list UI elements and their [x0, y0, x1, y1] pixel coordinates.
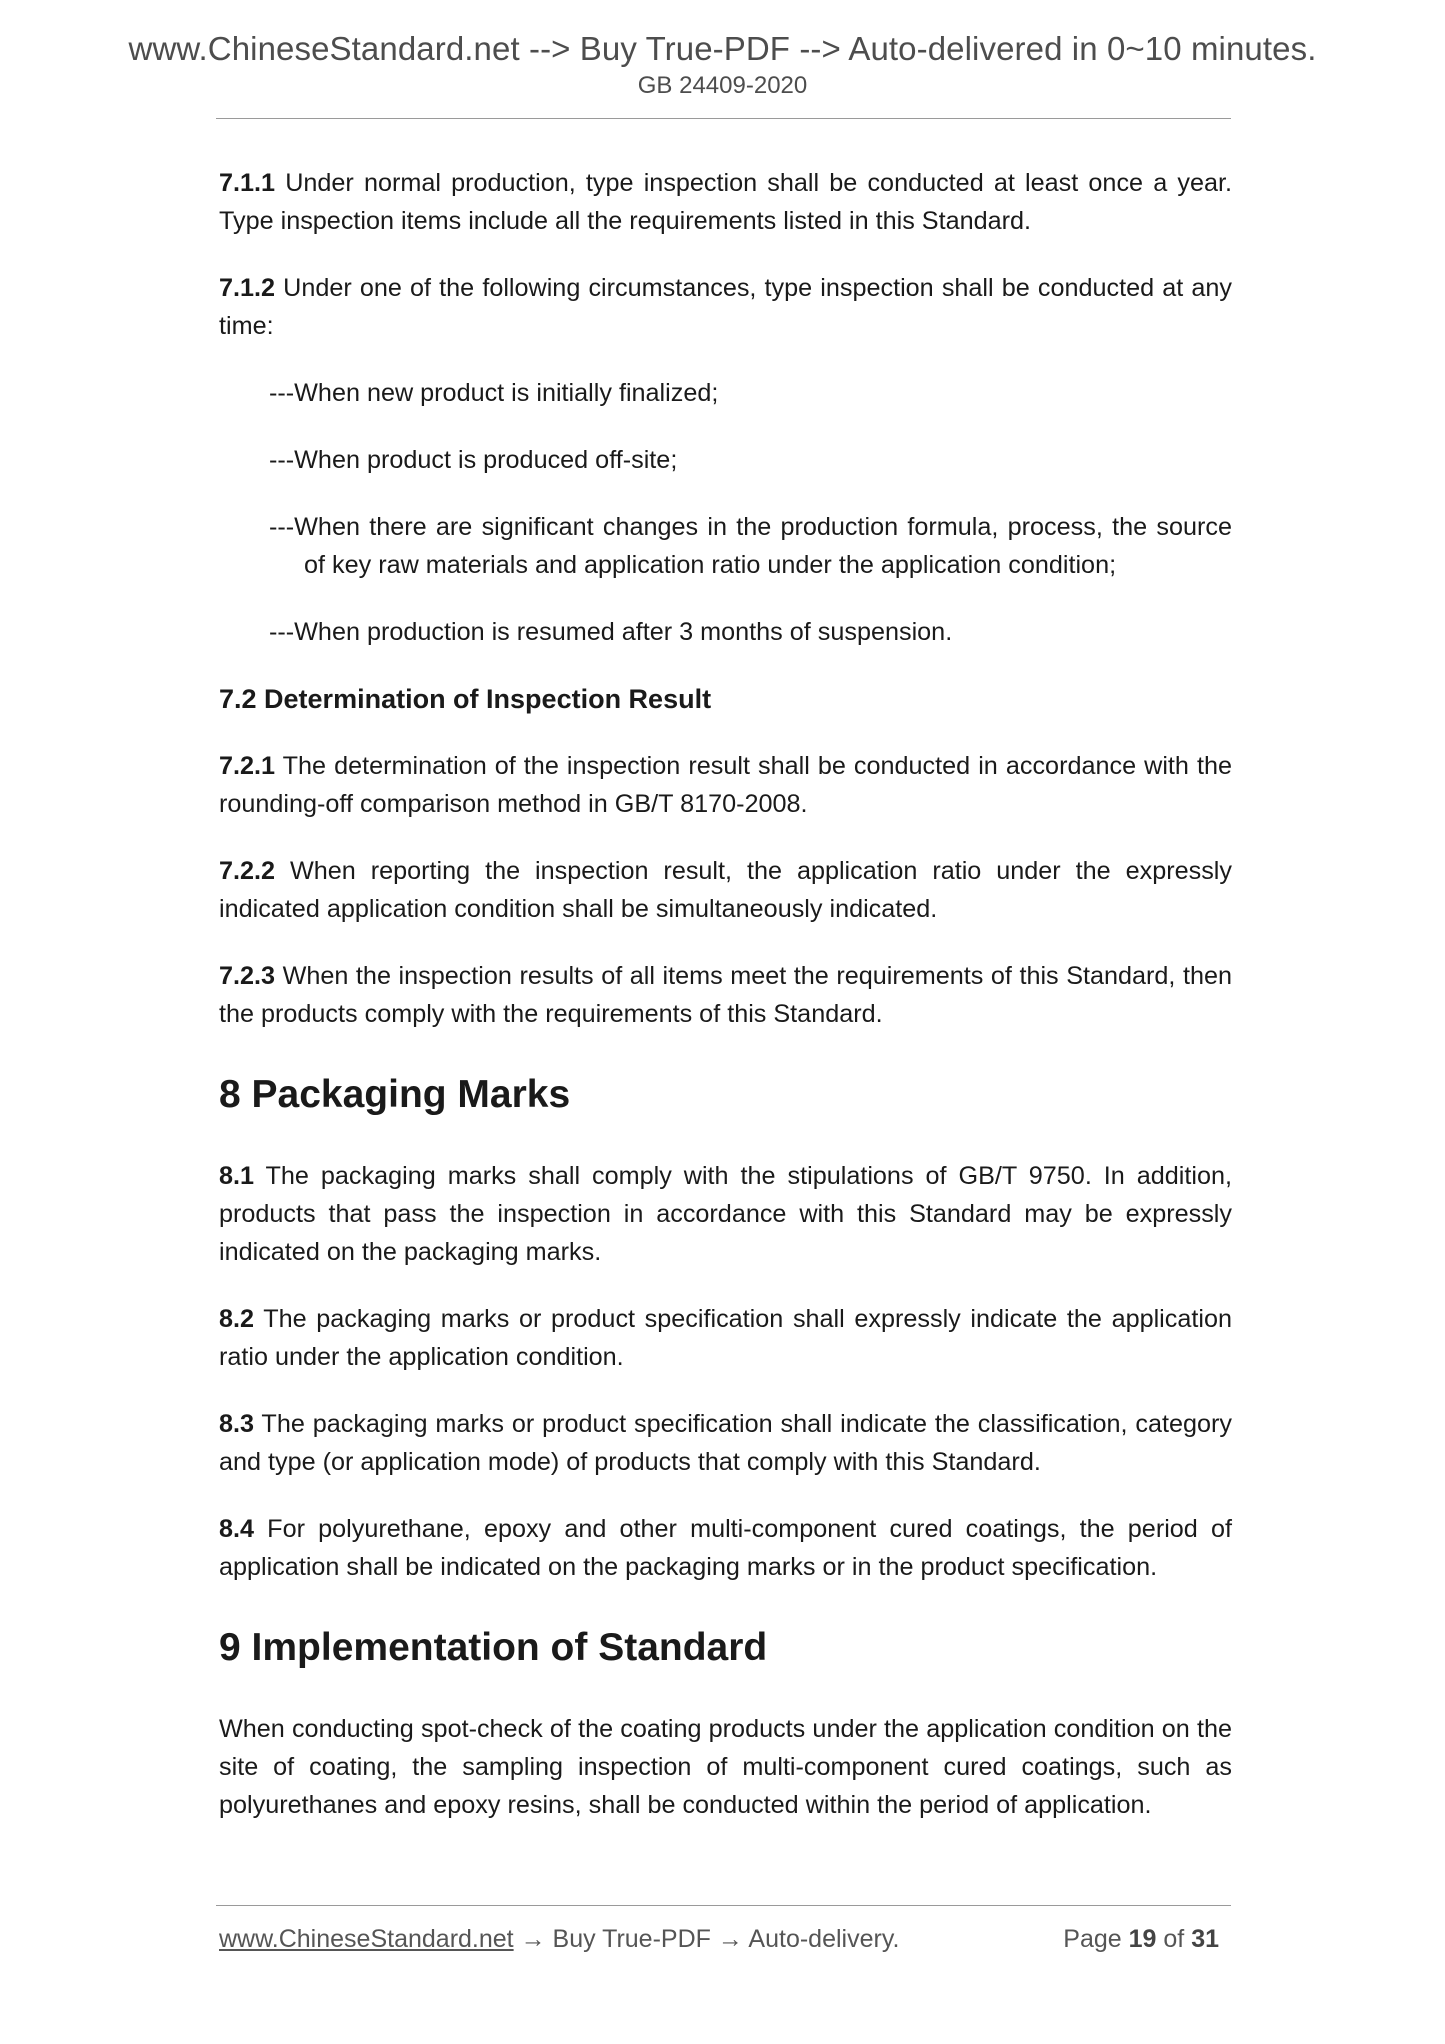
clause-text: Under one of the following circumstances, type inspection shall be conducted at any time:	[219, 274, 1232, 340]
list-item: ---When production is resumed after 3 months of suspension.	[269, 618, 953, 646]
section-heading-9: 9 Implementation of Standard	[219, 1626, 768, 1669]
clause-text: Under normal production, type inspection shall be conducted at least once a year. Type inspection items include all the requirements listed in this Standard.	[219, 169, 1232, 235]
clause-text: The packaging marks or product specification shall expressly indicate the application ratio under the application condition.	[219, 1305, 1232, 1371]
clause-7-1-2	[219, 269, 1232, 345]
list-item: ---When there are significant changes in the production formula, process, the source of key raw materials and application ratio under the application condition;	[269, 513, 1232, 579]
clause-7-1-1	[219, 164, 1232, 240]
page-of: of	[1156, 1925, 1192, 1953]
clause-number: 7.1.1	[219, 169, 276, 197]
clause-number: 7.1.2	[219, 274, 276, 302]
clause-text: When reporting the inspection result, the application ratio under the expressly indicated application condition shall be simultaneously indicated.	[219, 857, 1232, 923]
clause-text: The determination of the inspection result shall be conducted in accordance with the rounding-off comparison method in GB/T 8170-2008.	[219, 752, 1232, 818]
page-current: 19	[1128, 1925, 1157, 1953]
clause-text: The packaging marks shall comply with the stipulations of GB/T 9750. In addition, products that pass the inspection in accordance with this Standard may be expressly indicated on the packaging marks.	[219, 1162, 1232, 1266]
clause-text: The packaging marks or product specification shall indicate the classification, category and type (or application mode) of products that comply with this Standard.	[219, 1410, 1232, 1476]
page-total: 31	[1191, 1925, 1219, 1953]
section-heading-8: 8 Packaging Marks	[219, 1073, 571, 1116]
header-divider	[216, 118, 1231, 119]
clause-number: 8.2	[219, 1305, 255, 1333]
clause-7-2-2	[219, 852, 1232, 928]
clause-8-3	[219, 1405, 1232, 1481]
clause-text: For polyurethane, epoxy and other multi-component cured coatings, the period of application shall be indicated on the packaging marks or in the product specification.	[219, 1515, 1232, 1581]
clause-9-text: When conducting spot-check of the coating products under the application condition on the site of coating, the sampling inspection of multi-component cured coatings, such as polyurethanes and epoxy resins, shall be conducted within the period of application.	[219, 1715, 1232, 1819]
footer-auto-text: Auto-delivery.	[748, 1925, 900, 1953]
footer-site-link[interactable]: www.ChineseStandard.net	[219, 1925, 514, 1953]
page-number	[1063, 1925, 1219, 1954]
footer-divider	[216, 1905, 1231, 1906]
clause-7-2-1	[219, 747, 1232, 823]
clause-8-4	[219, 1510, 1232, 1586]
list-item: ---When product is produced off-site;	[269, 446, 678, 474]
clause-number: 8.4	[219, 1515, 255, 1543]
document-body	[219, 164, 1232, 1853]
page-label: Page	[1063, 1925, 1129, 1953]
page-footer	[219, 1925, 1231, 1954]
clause-number: 8.1	[219, 1162, 255, 1190]
arrow-right-icon: →	[710, 1925, 749, 1953]
arrow-right-icon: →	[513, 1925, 553, 1953]
subsection-heading-7-2: 7.2 Determination of Inspection Result	[219, 684, 712, 714]
clause-number: 7.2.1	[219, 752, 276, 780]
clause-number: 8.3	[219, 1410, 255, 1438]
clause-text: When the inspection results of all items meet the requirements of this Standard, then the products comply with the requirements of this Standard.	[219, 962, 1232, 1028]
clause-7-2-3	[219, 957, 1232, 1033]
standard-id: GB 24409-2020	[637, 72, 808, 99]
clause-8-1	[219, 1157, 1232, 1271]
clause-number: 7.2.3	[219, 962, 276, 990]
clause-number: 7.2.2	[219, 857, 276, 885]
site-banner: www.ChineseStandard.net --> Buy True-PDF --> Auto-delivered in 0~10 minutes.	[128, 30, 1317, 67]
footer-buy-text: Buy True-PDF	[552, 1925, 711, 1953]
list-item: ---When new product is initially finalized;	[269, 379, 719, 407]
clause-8-2	[219, 1300, 1232, 1376]
